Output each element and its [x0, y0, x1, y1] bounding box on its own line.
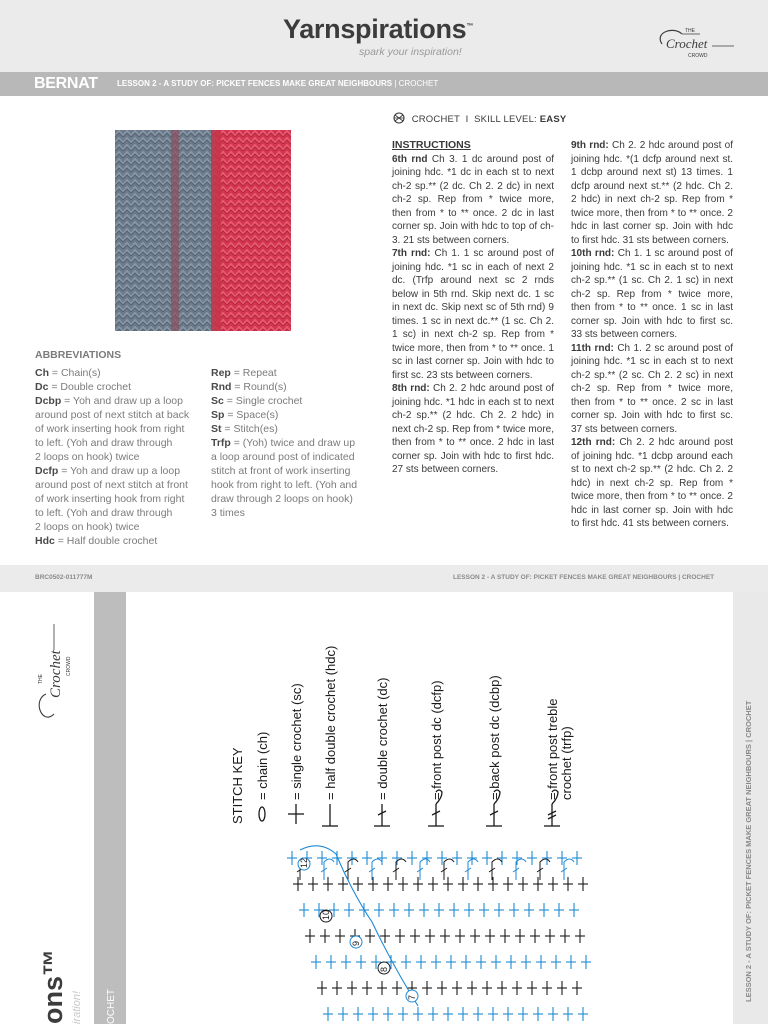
chart-stitch — [488, 877, 498, 891]
abbreviation-definition: = Double crochet — [48, 381, 132, 393]
chart-stitch — [581, 955, 591, 969]
chart-stitch — [437, 851, 447, 865]
crowd-logo-the: THE — [685, 28, 695, 34]
chart-stitch — [419, 903, 429, 917]
chart-stitch — [362, 981, 372, 995]
crochet-chart — [287, 846, 591, 1021]
chart-stitch — [353, 1007, 363, 1021]
chart-stitch — [437, 981, 447, 995]
swatch-red-section — [215, 130, 291, 331]
abbreviation-line — [35, 380, 205, 394]
abbreviation-line — [211, 380, 371, 394]
stitch-key-label: = back post dc (dcbp) — [487, 675, 502, 800]
chart-stitch — [398, 1007, 408, 1021]
abbreviation-definition: = Chain(s) — [49, 367, 101, 379]
abbreviation-line — [211, 422, 371, 436]
chart-stitch — [572, 851, 582, 865]
abbreviation-definition: stitch at front of work inserting — [211, 465, 351, 477]
skill-divider: I — [465, 114, 469, 125]
chart-stitch — [431, 955, 441, 969]
round-text: Ch 2. 2 hdc around post of joining hdc. *(1 dcfp around next st. 1 dcbp around next st) 13 times. 1 dcfp around next st.** (2 hdc. Ch 2. 2 hdc) in next ch-2 sp. Rep from * twice more, then from * to ** once. 2 hdc in last corner sp. Join with hdc to first hdc. 31 sts between corners. — [571, 140, 733, 246]
chart-stitch — [338, 1007, 348, 1021]
chart-stitch — [356, 955, 366, 969]
chart-post-stitch — [417, 859, 430, 880]
chart-stitch — [518, 877, 528, 891]
chart-stitch — [368, 1007, 378, 1021]
round-text: Ch 1. 1 sc around post of joining hdc. *1 sc in each of next 2 dc. (Trfp around next sc 2 rnds below in 5th rnd. Skip next dc. 1 sc in next dc. Skip next sc of 5th rnd) 9 times. 1 sc in next dc.** (1 sc. Ch 2. 1 sc) in next ch-2 sp. Rep from * twice more, then from * to ** once. 1 sc in last corner sp. Join with hdc to first sc. 23 sts between corners. — [392, 248, 554, 381]
chart-stitch — [512, 851, 522, 865]
footer-craft: CROCHET — [681, 574, 715, 581]
chart-stitch — [422, 851, 432, 865]
chart-stitch — [440, 929, 450, 943]
page2-yarnspirations-partial — [38, 949, 83, 1024]
chart-stitch — [305, 929, 315, 943]
abbreviation-line — [35, 408, 205, 422]
stitch-key-label: = single crochet (sc) — [289, 683, 304, 800]
round-label: 10th rnd: — [571, 248, 615, 259]
chart-stitch — [503, 1007, 513, 1021]
abbreviation-definition: = Yoh and draw up a loop — [58, 465, 181, 477]
abbreviation-definition: 2 loops on hook) twice — [35, 451, 140, 463]
chart-stitch — [467, 981, 477, 995]
chart-stitch — [446, 955, 456, 969]
chart-stitch — [542, 981, 552, 995]
round-number-label: 8 — [379, 966, 389, 972]
chart-stitch — [497, 981, 507, 995]
stitch-key-label: = chain (ch) — [255, 731, 270, 800]
chart-post-stitch — [513, 859, 526, 880]
round-text: Ch 1. 2 sc around post of joining hdc. *1 sc in each st to next ch-2 sp.** (2 sc. Ch 2. 2 sc) in next ch-2 sp. Rep from * twice more, then from * to ** once. 2 sc in last corner sp. Join with hdc to first sc. 37 sts between corners. — [571, 342, 733, 435]
chart-stitch — [572, 981, 582, 995]
abbreviation-line — [211, 506, 371, 520]
abbreviation-line — [211, 408, 371, 422]
stitch-key-label: = double crochet (dc) — [375, 677, 390, 800]
chart-stitch — [479, 903, 489, 917]
chart-stitch — [299, 903, 309, 917]
chart-stitch — [485, 929, 495, 943]
chart-stitch — [323, 1007, 333, 1021]
abbreviation-term: St — [211, 423, 222, 435]
skill-craft: CROCHET — [411, 114, 460, 125]
chart-stitch — [521, 955, 531, 969]
lesson-title — [117, 79, 438, 88]
chart-stitch — [536, 955, 546, 969]
instruction-round — [392, 247, 554, 382]
chart-stitch — [443, 1007, 453, 1021]
logo-tagline: spark your inspiration! — [359, 46, 462, 58]
chart-stitch — [455, 929, 465, 943]
page2-crowd-logo — [38, 624, 72, 717]
chart-stitch — [401, 955, 411, 969]
page2-logo-fragment: ons™ — [38, 948, 68, 1024]
abbreviations-right-column — [211, 366, 371, 520]
swatch-post-stripe-1 — [171, 130, 179, 331]
lesson-band — [0, 72, 768, 96]
abbreviation-definition: to left. (Yoh and draw through — [35, 437, 173, 449]
stitch-key-label: = front post dc (dcfp) — [429, 680, 444, 800]
stitch-key-item — [322, 646, 338, 826]
abbreviation-line — [211, 464, 371, 478]
abbreviation-line — [35, 520, 205, 534]
chart-stitch — [365, 929, 375, 943]
chart-stitch — [473, 877, 483, 891]
abbreviation-definition: of work inserting hook from right — [35, 423, 185, 435]
chart-stitch — [353, 877, 363, 891]
skill-level-value: EASY — [539, 114, 567, 125]
abbreviation-definition: draw through 2 loops on hook) — [211, 493, 353, 505]
abbreviation-term: Ch — [35, 367, 49, 379]
crochet-crowd-logo[interactable] — [652, 24, 737, 64]
abbreviation-line — [211, 436, 371, 450]
stitch-key-label: crochet (trfp) — [559, 726, 574, 800]
chart-stitch — [392, 851, 402, 865]
half-double-crochet-symbol-icon — [322, 804, 338, 826]
round-label: 6th rnd — [392, 153, 428, 165]
chart-stitch — [461, 955, 471, 969]
crowd-logo-crowd: CROWD — [688, 53, 708, 59]
chart-stitch — [410, 929, 420, 943]
abbreviations-left-column — [35, 366, 205, 548]
page2-left-sidebar-text: OCHET — [106, 989, 117, 1024]
chart-stitch — [470, 929, 480, 943]
chart-stitch — [497, 851, 507, 865]
abbreviation-definition: = (Yoh) twice and draw up — [230, 437, 356, 449]
stitch-key-item — [374, 678, 390, 826]
skill-level — [392, 112, 566, 125]
abbreviation-line — [35, 422, 205, 436]
round-label: 8th rnd: — [392, 383, 430, 394]
chart-stitch — [563, 1007, 573, 1021]
abbreviation-line — [35, 394, 205, 408]
chart-stitch — [428, 877, 438, 891]
stitch-key-item — [428, 680, 444, 826]
chart-stitch — [320, 929, 330, 943]
instruction-round — [392, 153, 554, 248]
stitch-key-item — [288, 683, 304, 824]
abbreviation-definition: of work inserting hook from right — [35, 493, 185, 505]
chart-stitch — [458, 877, 468, 891]
abbreviation-line — [211, 366, 371, 380]
chart-stitch — [377, 851, 387, 865]
chart-stitch — [368, 877, 378, 891]
abbreviation-line — [35, 464, 205, 478]
round-label: 7th rnd: — [392, 248, 431, 259]
chart-stitch — [533, 1007, 543, 1021]
abbreviation-definition: = Repeat — [230, 367, 277, 379]
abbreviation-definition: = Single crochet — [223, 395, 303, 407]
abbreviation-line — [35, 534, 205, 548]
chart-stitch — [341, 955, 351, 969]
round-number-label: 12 — [299, 857, 309, 868]
stitch-key-item — [544, 698, 574, 826]
round-label: 9th rnd: — [571, 140, 609, 151]
chart-stitch — [524, 903, 534, 917]
chart-stitch — [506, 955, 516, 969]
round-number-label: 9 — [351, 940, 361, 946]
chart-post-stitch — [441, 859, 454, 880]
abbreviation-line — [35, 506, 205, 520]
yarn-ball-icon — [392, 112, 406, 124]
chart-stitch — [542, 851, 552, 865]
stitch-key-item — [486, 675, 502, 826]
chart-stitch — [527, 851, 537, 865]
chart-stitch — [488, 1007, 498, 1021]
chart-stitch — [500, 929, 510, 943]
chart-post-stitch — [489, 859, 502, 880]
stitch-chart-area — [0, 592, 768, 1024]
abbreviation-term: Rnd — [211, 381, 232, 393]
chart-stitch — [383, 1007, 393, 1021]
skill-label: SKILL LEVEL: — [474, 114, 537, 125]
instructions-column-1 — [392, 139, 554, 477]
abbreviation-line — [35, 478, 205, 492]
chart-stitch — [539, 903, 549, 917]
stitch-key-item — [255, 732, 270, 821]
abbreviation-definition: around post of next stitch at front — [35, 479, 188, 491]
chart-stitch — [548, 1007, 558, 1021]
abbreviation-definition: to left. (Yoh and draw through — [35, 507, 173, 519]
abbreviation-term: Rep — [211, 367, 231, 379]
stitch-key-label: = half double crochet (hdc) — [323, 645, 338, 800]
logo-trademark: ™ — [466, 23, 474, 30]
stitch-key-label: = front post treble — [545, 698, 560, 800]
chart-stitch — [494, 903, 504, 917]
round-text: Ch 2. 2 hdc around post of joining hdc. *1 hdc in each st to next ch-2 sp.** (2 hdc. Ch 2. 2 hdc) in next ch-2 sp. Rep from * twice more, then from * to ** once. 2 hdc in last corner sp. Join with hdc to first hdc. 27 sts between corners. — [392, 383, 554, 475]
chart-stitch — [530, 929, 540, 943]
chart-post-stitch — [393, 859, 406, 880]
chart-post-stitch — [537, 859, 550, 880]
chart-stitch — [395, 929, 405, 943]
crowd-logo-crochet: Crochet — [666, 36, 708, 51]
chart-stitch — [527, 981, 537, 995]
instructions-title: INSTRUCTIONS — [392, 139, 471, 151]
chart-stitch — [308, 877, 318, 891]
abbreviation-line — [211, 478, 371, 492]
chart-stitch — [560, 929, 570, 943]
chart-stitch — [413, 1007, 423, 1021]
chart-stitch — [434, 903, 444, 917]
abbreviation-definition: a loop around post of indicated — [211, 451, 355, 463]
abbreviation-term: Dcfp — [35, 465, 59, 477]
chart-stitch — [383, 877, 393, 891]
double-crochet-symbol-icon — [374, 804, 390, 826]
page2-right-sidebar-text: LESSON 2 - A STUDY OF: PICKET FENCES MAKE GREAT NEIGHBOURS | CROCHET — [744, 700, 753, 1002]
yarnspirations-logo[interactable] — [283, 14, 473, 45]
instruction-round — [571, 247, 733, 342]
footer-lesson-title: LESSON 2 - A STUDY OF: PICKET FENCES MAKE GREAT NEIGHBOURS — [453, 574, 677, 581]
chart-stitch — [413, 877, 423, 891]
round-text: Ch 3. 1 dc around post of joining hdc. *1 dc in each st to next ch-2 sp.** (2 dc. Ch 2. 2 dc) in next ch-2 sp. Rep from * twice more, then from * to ** once. 2 dc in last corner sp. Join with hdc to top of ch-3. 21 sts between corners. — [392, 153, 554, 246]
chart-stitch — [509, 903, 519, 917]
page2-tagline-fragment: iration! — [71, 990, 83, 1024]
page2-crowd-crochet: Crochet — [48, 650, 64, 698]
abbreviation-term: Trfp — [211, 437, 231, 449]
chart-stitch — [338, 877, 348, 891]
chart-stitch — [326, 955, 336, 969]
chart-stitch — [392, 981, 402, 995]
swatch-photo — [115, 130, 291, 331]
round-number-label: 7 — [407, 994, 417, 1000]
abbreviation-term: Dc — [35, 381, 49, 393]
round-number-label: 10 — [321, 909, 331, 920]
chart-stitch — [287, 851, 297, 865]
site-header — [0, 0, 768, 72]
swatch-post-stripe-2 — [211, 130, 221, 331]
chart-stitch — [491, 955, 501, 969]
chart-post-stitch — [369, 859, 382, 880]
footer-separator: | — [676, 574, 682, 581]
abbreviation-definition: = Round(s) — [231, 381, 287, 393]
chart-stitch — [452, 851, 462, 865]
abbreviation-line — [211, 450, 371, 464]
chart-stitch — [566, 955, 576, 969]
chart-stitch — [377, 981, 387, 995]
chart-stitch — [569, 903, 579, 917]
chart-stitch — [545, 929, 555, 943]
logo-text: Yarnspirations — [283, 14, 467, 44]
chart-round-join-line — [300, 846, 418, 1006]
chart-stitch — [473, 1007, 483, 1021]
lesson-title-text: LESSON 2 - A STUDY OF: PICKET FENCES MAKE GREAT NEIGHBOURS — [117, 79, 393, 88]
footer-lesson — [453, 574, 714, 581]
abbreviation-definition: = Space(s) — [224, 409, 279, 421]
abbreviation-term: Sp — [211, 409, 225, 421]
single-crochet-symbol-icon — [288, 804, 304, 824]
chart-stitch — [449, 903, 459, 917]
chart-stitch — [464, 903, 474, 917]
instruction-round — [571, 436, 733, 531]
chart-stitch — [335, 929, 345, 943]
chart-post-stitch — [321, 859, 334, 880]
abbreviation-line — [35, 436, 205, 450]
swatch-grey-section — [115, 130, 215, 331]
round-label: 11th rnd: — [571, 342, 614, 354]
chart-stitch — [557, 981, 567, 995]
chart-stitch — [554, 903, 564, 917]
abbreviation-definition: 3 times — [211, 507, 245, 519]
abbreviation-line — [35, 366, 205, 380]
abbreviation-line — [211, 394, 371, 408]
chart-stitch — [317, 981, 327, 995]
abbreviation-line — [35, 492, 205, 506]
abbreviation-definition: hook from right to left. (Yoh and — [211, 479, 358, 491]
chart-stitch — [317, 851, 327, 865]
chart-stitch — [416, 955, 426, 969]
chart-stitch — [557, 851, 567, 865]
stitch-key — [255, 646, 574, 826]
abbreviation-definition: 2 loops on hook) twice — [35, 521, 140, 533]
chart-stitch — [344, 903, 354, 917]
chart-stitch — [512, 981, 522, 995]
instructions-column-2 — [571, 139, 733, 531]
page2-crowd-crowd: CROWD — [66, 656, 72, 676]
round-label: 12th rnd: — [571, 437, 616, 448]
lesson-craft: CROCHET — [398, 79, 439, 88]
instruction-round — [571, 342, 733, 437]
chart-stitch — [362, 851, 372, 865]
abbreviation-definition: = Yoh and draw up a loop — [61, 395, 183, 407]
instruction-round — [571, 139, 733, 247]
stitch-key-title: STITCH KEY — [230, 747, 245, 824]
chart-stitch — [332, 981, 342, 995]
chart-stitch — [578, 877, 588, 891]
abbreviation-line — [211, 492, 371, 506]
abbreviation-definition: around post of next stitch at back — [35, 409, 190, 421]
abbreviation-term: Dcbp — [35, 395, 62, 407]
chart-stitch — [551, 955, 561, 969]
chart-stitch — [518, 1007, 528, 1021]
chart-stitch — [515, 929, 525, 943]
chart-stitch — [404, 903, 414, 917]
footer-pattern-code: BRC0502-011777M — [35, 574, 93, 581]
abbreviations-title: ABBREVIATIONS — [35, 349, 122, 361]
chain-symbol-icon — [259, 807, 265, 821]
chart-stitch — [389, 903, 399, 917]
chart-stitch — [374, 903, 384, 917]
chart-stitch — [548, 877, 558, 891]
chart-stitch — [476, 955, 486, 969]
chart-stitch — [407, 851, 417, 865]
chart-stitch — [482, 851, 492, 865]
chart-stitch — [458, 1007, 468, 1021]
lesson-separator: | — [392, 79, 399, 88]
abbreviation-definition: = Stitch(es) — [221, 423, 278, 435]
abbreviation-term: Hdc — [35, 535, 55, 547]
abbreviation-definition: = Half double crochet — [54, 535, 158, 547]
chart-stitch — [452, 981, 462, 995]
round-text: Ch 2. 2 hdc around post of joining hdc. *1 dcbp around each st to next ch-2 sp.** (2 hdc. Ch 2. 2 hdc) in next ch-2 sp. Rep from * twice more, then from * to ** once. 2 hdc in last corner sp. Join with hdc to first hdc. 41 sts between corners. — [571, 437, 733, 529]
page2-crowd-the: THE — [38, 674, 44, 684]
chart-stitch — [482, 981, 492, 995]
instruction-round — [392, 382, 554, 477]
abbreviation-line — [35, 450, 205, 464]
chart-stitch — [575, 929, 585, 943]
chart-stitch — [347, 981, 357, 995]
chart-stitch — [503, 877, 513, 891]
chart-post-stitch — [561, 859, 574, 880]
bernat-logo[interactable]: BERNAT — [34, 75, 98, 92]
chart-stitch — [428, 1007, 438, 1021]
chart-stitch — [533, 877, 543, 891]
chart-stitch — [425, 929, 435, 943]
abbreviation-term: Sc — [211, 395, 224, 407]
round-text: Ch 1. 1 sc around post of joining hdc. *1 sc in each st to next ch-2 sp.** (1 sc. Ch 2. 1 sc) in next ch-2 sp. Rep from * twice more, then from * to ** once. 1 sc in last corner sp. Join with hdc to first sc. 33 sts between corners. — [571, 248, 734, 340]
chart-stitch — [578, 1007, 588, 1021]
chart-stitch — [422, 981, 432, 995]
chart-stitch — [293, 877, 303, 891]
chart-stitch — [311, 955, 321, 969]
chart-stitch — [332, 851, 342, 865]
chart-stitch — [398, 877, 408, 891]
